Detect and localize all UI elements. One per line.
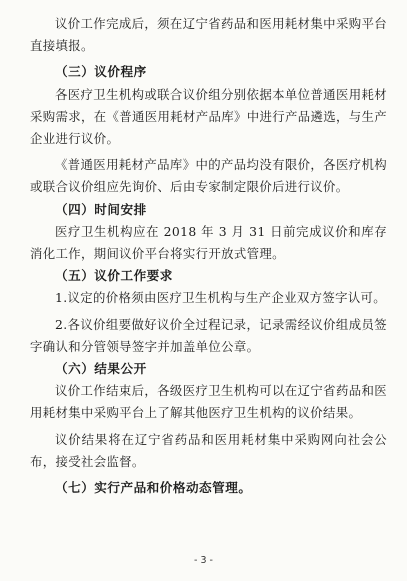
paragraph-deadline: 医疗卫生机构应在 2018 年 3 月 31 日前完成议价和库存消化工作，期间议价平台将实行开放式管理。	[30, 223, 387, 262]
paragraph-requirement-2: 2.各议价组要做好议价全过程记录，记录需经议价组成员签字确认和分管领导签字并加盖单位公章。	[30, 316, 387, 354]
heading-requirements: （五）议价工作要求	[55, 268, 173, 284]
paragraph-price-limit: 《普通医用耗材产品库》中的产品均没有限价，各医疗机构或联合议价组应先询价、后由专家制定限价后进行议价。	[30, 157, 387, 195]
paragraph-product-selection: 各医疗卫生机构或联合议价组分别依据本单位普通医用耗材采购需求，在《普通医用耗材产品库》中进行产品遴选，与生产企业进行议价。	[30, 86, 387, 147]
heading-schedule: （四）时间安排	[55, 201, 147, 217]
page-number: - 3 -	[194, 555, 213, 566]
heading-procedure: （三）议价程序	[55, 64, 147, 80]
paragraph-results-publish: 议价结果将在辽宁省药品和医用耗材集中采购网向社会公布，接受社会监督。	[30, 431, 387, 469]
heading-dynamic-management: （七）实行产品和价格动态管理。	[55, 480, 252, 496]
heading-results-public: （六）结果公开	[55, 361, 147, 377]
paragraph-requirement-1: 1.议定的价格须由医疗卫生机构与生产企业双方签字认可。	[55, 290, 387, 306]
paragraph-platform-report: 议价工作完成后，须在辽宁省药品和医用耗材集中采购平台直接填报。	[30, 16, 387, 54]
document-body	[30, 13, 387, 499]
paragraph-results-view: 议价工作结束后，各级医疗卫生机构可以在辽宁省药品和医用耗材集中采购平台上了解其他医疗卫生机构的议价结果。	[30, 383, 387, 421]
